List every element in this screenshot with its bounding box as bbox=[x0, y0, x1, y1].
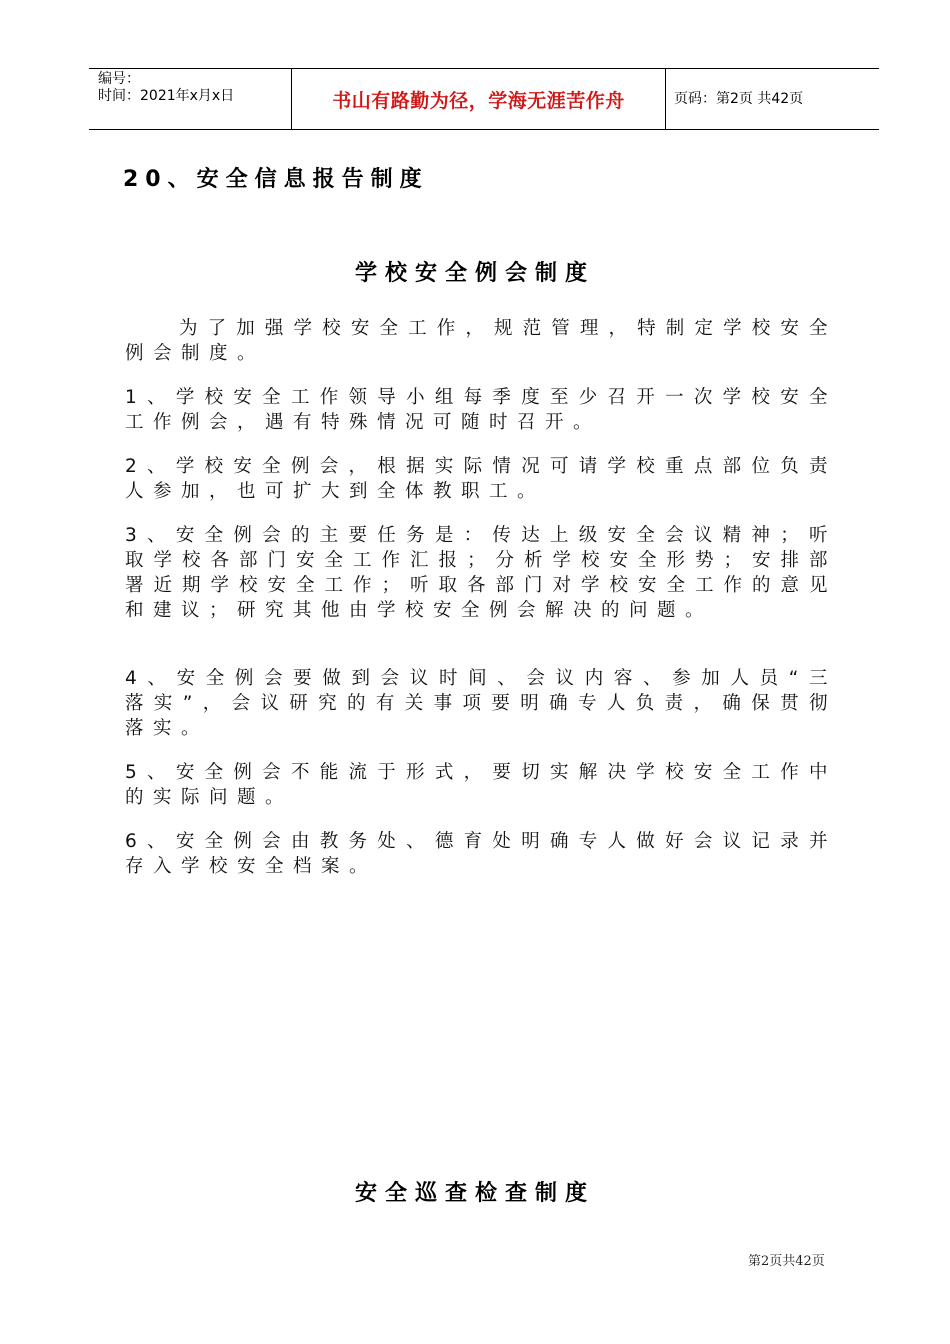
paragraph-item-3: 3、安全例会的主要任务是：传达上级安全会议精神；听取学校各部门安全工作汇报；分析学校安全形势；安排部署近期学校安全工作；听取各部门对学校安全工作的意见和建议；研究其他由学校安全例会解决的问题。 bbox=[125, 525, 837, 621]
doc-title-meeting: 学校安全例会制度 bbox=[354, 261, 595, 286]
paragraph-item-2: 2、学校安全例会，根据实际情况可请学校重点部位负责人参加，也可扩大到全体教职工。 bbox=[125, 456, 837, 502]
number-label: 编号： bbox=[98, 71, 140, 87]
header-meta-cell bbox=[89, 69, 291, 129]
paragraph-item-5: 5、安全例会不能流于形式，要切实解决学校安全工作中的实际问题。 bbox=[125, 762, 837, 808]
header-table bbox=[89, 68, 879, 130]
paragraph-intro: 为了加强学校安全工作，规范管理，特制定学校安全例会制度。 bbox=[125, 318, 837, 364]
paragraph-item-1: 1、学校安全工作领导小组每季度至少召开一次学校安全工作例会，遇有特殊情况可随时召开。 bbox=[125, 387, 837, 433]
header-motto: 书山有路勤为径，学海无涯苦作舟 bbox=[332, 89, 625, 112]
time-label: 时间：2021年x月x日 bbox=[98, 88, 235, 104]
header-motto-cell bbox=[291, 69, 666, 129]
paragraph-item-6: 6、安全例会由教务处、德育处明确专人做好会议记录并存入学校安全档案。 bbox=[125, 831, 837, 877]
footer-page-info: 第2页共42页 bbox=[748, 1254, 825, 1269]
paragraph-item-4: 4、安全例会要做到会议时间、会议内容、参加人员“三落实”，会议研究的有关事项要明确专人负责，确保贯彻落实。 bbox=[125, 668, 837, 739]
doc-title-inspection: 安全巡查检查制度 bbox=[354, 1181, 595, 1206]
header-page-info: 页码：第2页 共42页 bbox=[674, 90, 804, 107]
section-title: 20、安全信息报告制度 bbox=[123, 167, 429, 192]
header-page-cell bbox=[664, 69, 879, 129]
